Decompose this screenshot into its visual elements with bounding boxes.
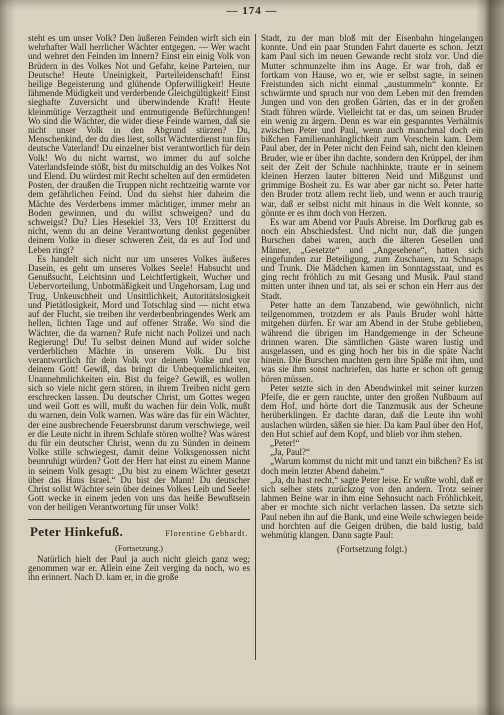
story-paragraph: Es war am Abend vor Pauls Abreise. Im Dorfkrug gab es noch ein Abschiedsfest. Und nicht nur, daß die jungen Burschen dabei waren, auch die älteren Gesellen und Männer, „Gesetzte“ und „Angesehene“, hatten sich eingefunden zur Beteiligung, zum Zuschauen, zu Schnaps und Trunk. Die Mädchen kamen im Sonntagsstaat, und es ging recht fröhlich zu mit Gesang und Musik. Paul stand mitten unter ihnen und tat, als sei er schon ein Herr aus der Stadt. xyxy=(261,217,483,301)
story-text-continued xyxy=(261,34,483,540)
dialogue-line: „Warum kommst du nicht mit und tanzt ein bißchen? Es ist doch mein letzter Abend daheim.“ xyxy=(261,456,483,476)
sermon-paragraph: steht es um unser Volk? Den äußeren Feinden wirft sich ein wehrhafter Wall herrlicher Wächter entgegen. — Wer wacht und wehret den Feinden im Innern? Einst ein einig Volk von Brüdern in des Volkes Not und Gefahr, keine Parteien, nur Deutsche! Heute Uneinigkeit, Parteileidenschaft! Einst heilige Begeisterung und glühende Opferwilligkeit! Heute lähmende Müdigkeit und verderbende Gleichgültigkeit! Einst sieghafte Zuversicht und überwindende Kraft! Heute kleinmütige Verzagtheit und entmutigende Befürchtungen! Wo sind die Wächter, die wider diese Feinde warnen, daß sie nicht unser Volk in den Abgrund stürzen? Du, Menschenkind, der du dies liest, sollst Wächterdienst tun fürs deutsche Vaterland! Du einzelner bist verantwortlich für dein Volk! Wo du nicht warnst, wo immer du auf solche Vaterlandsfeinde stößt, bist du mitschuldig an des Volkes Not und Elend. Du würdest mit Recht schelten auf den ermüdeten Posten, der draußen die Truppen nicht rechtzeitig warnte vor dem gefährlichen Feind. Und du siehst hier daheim die Mächte des Verderbens immer mächtiger, immer mehr an Boden gewinnen, und du willst schweigen? und du schweigst? Du? Lies Hesekiel 33, Vers 10! Erzitterst du nicht, wenn du an deine Verantwortung denkst gegenüber deinem Volke in dieser schweren Zeit, da es auf Tod und Leben ringt? xyxy=(28,34,250,255)
left-column xyxy=(28,34,250,660)
page-number: — 174 — xyxy=(226,5,278,17)
sermon-text xyxy=(28,34,250,513)
section-divider xyxy=(28,519,250,520)
story-text-start xyxy=(28,555,250,583)
story-paragraph: „Ja, du hast recht,“ sagte Peter leise. Er wußte wohl, daß er sich selber stets zurückzog von den andern. Trotz seiner lahmen Beine war in ihm eine Sehnsucht nach Fröhlichkeit, aber er mochte sich nicht verlachen lassen. Da setzte sich Paul neben ihn auf die Bank, und eine Weile schwiegen beide und horchten auf die Geigen drüben, die bald lustig, bald wehmütig klangen. Dann sagte Paul: xyxy=(261,474,483,540)
story-header xyxy=(28,524,250,540)
right-column xyxy=(261,34,483,660)
story-author: Florentine Gebhardt. xyxy=(165,528,248,538)
story-paragraph: Peter setzte sich in den Abendwinkel mit seiner kurzen Pfeife, die er gern rauchte, unter den großen Nußbaum auf dem Hof, und hörte dort die Tanzmusik aus der Scheune herüberklingen. Er dachte daran, daß die Leute ihn wohl auslachen würden, säßen sie hier. Da kam Paul über den Hof, den Hut schief auf dem Kopf, und blieb vor ihm stehen. xyxy=(261,382,483,439)
dialogue-line: „Ja, Paul?“ xyxy=(270,447,310,458)
sermon-paragraph: Es handelt sich nicht nur um unseres Volkes äußeres Dasein, es geht um unseres Volkes Seele! Habsucht und Genußsucht, Leichtsinn und Leichtfertigkeit, Wucher und Uebervorteilung, Unbotmäßigkeit und Ungehorsam, Lug und Trug, Unkeuschheit und Unsittlichkeit, Autoritätslosigkeit und Pietätlosigkeit, Mord und Totschlag sind — nicht etwa auf der Flucht, sie treiben ihr verderbenbringendes Werk am hellen, lichten Tage und auf offener Straße. Wo sind die Wächter, die da warnen? Rufe nicht nach Polizei und nach Regierung! Du! Tu selbst deinen Mund auf wider solche verderblichen Mächte in unserem Volk. Du bist verantwortlich für dein Volk vor deinem Volke und vor deinem Gott! Gewiß, das bringt dir Unbequemlichkeiten, Unannehmlichkeiten ein. Bist du feige? Gewiß, es wollen sich so viele nicht gern stören, in ihrem Treiben nicht gern erschrecken lassen. Du deutscher Christ, um Gottes wegen und weil Gott es will, mußt du wachen für dein Volk, mußt du warnen, dein Volk warnen. Was wäre das für ein Wächter, der eine ausbrechende Feuersbrunst darum verschwiege, weil er die Leute nicht in ihrem Schlafe stören wollte? Was wärest du für ein deutscher Christ, wenn du zu Sünden in deinem Volke stille schwiegest, damit deine Volksgenossen nicht beunruhigt würden? Gott der Herr hat einst zu einem Manne in seinem Volk gesagt: „Du bist zu einem Wächter gesetzt über das Haus Israel.“ Du bist der Mann! Du deutscher Christ sollst Wächter sein über deines Volkes Leib und Seele! Gott wecke in einem jeden von uns das heiße Bewußtsein von der heiligen Verantwortung für unser Volk! xyxy=(28,253,250,513)
continuation-note: (Fortsetzung.) xyxy=(115,542,163,553)
to-be-continued-note: (Fortsetzung folgt.) xyxy=(337,544,407,555)
dialogue-line: „Peter!“ xyxy=(270,437,300,448)
column-divider xyxy=(255,34,256,660)
story-paragraph: Peter hatte an dem Tanzabend, wie gewöhnlich, nicht teilgenommen, trotzdem er als Pauls Bruder wohl hätte mitgehen dürfen. Er war am Abend in der Stube geblieben, während die übrigen im Handgemenge in der Scheune drinnen waren. Die sämtlichen Gäste waren lustig und ausgelassen, und es ging hoch her bis in die späte Nacht hinein. Die Burschen machten gern ihre Späße mit ihm, und was sie ihm sonst nachriefen, das hatte er schon oft genug hören müssen. xyxy=(261,299,483,384)
story-title: Peter Hinkefuß. xyxy=(30,523,124,539)
story-paragraph: Stadt, zu der man bloß mit der Eisenbahn hingelangen konnte. Und ein paar Stunden Fahrt dauerte es schon. Jetzt kam Paul sich im neuen Gewande recht stolz vor. Und die Mutter schmunzelte ihm ins Auge. Er war froh, daß er fortkam von Hause, wo er, wie er selbst sagte, in seinen Freistunden sich nicht einmal „austummeln“ konnte. Er schwärmte und sprach nur von dem Leben mit den fremden Jungen und von den großen Gärten, das er in der großen Stadt führen würde. Vielleicht tat er das, um seinen Bruder ein wenig zu ärgern. Denn es war ein gespanntes Verhältnis zwischen Peter und Paul, wenn auch manchmal doch ein bißchen Familienanhänglichkeit zum Vorschein kam. Dem Paul aber, der in Peter nicht den Feind sah, nicht den kleinen Bruder, wie er über ihn dachte, sondern den Krüppel, der ihm seit der Zeit der Schule nachhinkte, traute er in seinem kleinen Herzen lauter bitteren Neid und Mißgunst und grimmige Bosheit zu. Es war aber gar nicht so. Peter hatte den Bruder trotz allem recht lieb, und wenn er auch traurig war, daß er selbst nicht mit hinaus in die Welt konnte, so gönnte er es ihm doch von Herzen. xyxy=(261,34,483,218)
story-paragraph: Natürlich hielt der Paul ja auch nicht gleich ganz weg; genommen war er. Allein eine Zeit verging da noch, wo es ihn erinnert. Nach D. kam er, in die große xyxy=(28,553,250,582)
